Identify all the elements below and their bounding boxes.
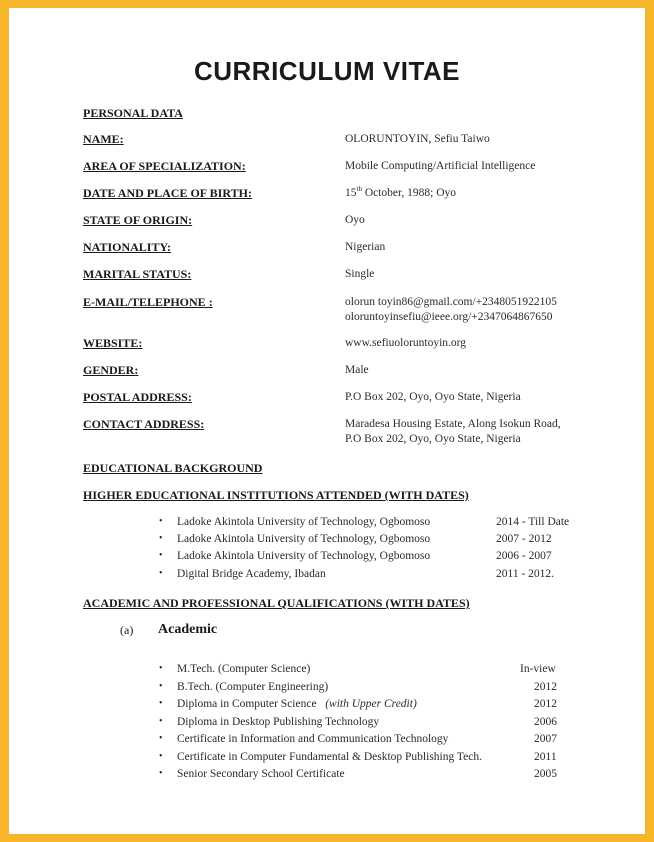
email-telephone-label: E-MAIL/TELEPHONE : (83, 295, 213, 309)
qualification-year: 2005 (534, 768, 557, 780)
academic-subheading: Academic (158, 622, 218, 637)
qualification-name: B.Tech. (Computer Engineering) (177, 681, 329, 693)
institution-dates: 2011 - 2012. (496, 568, 555, 580)
bullet-icon: • (159, 550, 163, 561)
list-item (159, 533, 579, 549)
marital-status-label: MARITAL STATUS: (83, 267, 192, 281)
list-item (159, 751, 561, 767)
bullet-icon: • (159, 663, 163, 674)
list-item (159, 516, 579, 532)
cv-page (9, 8, 645, 834)
institution-name: Ladoke Akintola University of Technology, Ogbomoso (177, 516, 431, 528)
bullet-icon: • (159, 681, 163, 692)
list-item (159, 681, 561, 697)
contact-address-value: Maradesa Housing Estate, Along Isokun Road, P.O Box 202, Oyo, Oyo State, Nigeria (345, 418, 561, 445)
state-of-origin-value: Oyo (345, 214, 365, 226)
postal-address-label: POSTAL ADDRESS: (83, 390, 192, 404)
qualification-name: Certificate in Information and Communication Technology (177, 733, 449, 745)
institutions-heading: HIGHER EDUCATIONAL INSTITUTIONS ATTENDED (WITH DATES) (83, 488, 469, 502)
personal-data-heading: PERSONAL DATA (83, 106, 183, 120)
qualification-year: 2012 (534, 681, 557, 693)
bullet-icon: • (159, 751, 163, 762)
nationality-label: NATIONALITY: (83, 240, 172, 254)
bullet-icon: • (159, 533, 163, 544)
bullet-icon: • (159, 716, 163, 727)
nationality-value: Nigerian (345, 241, 386, 253)
gender-value: Male (345, 364, 369, 376)
institution-name: Ladoke Akintola University of Technology, Ogbomoso (177, 550, 431, 562)
postal-address-value: P.O Box 202, Oyo, Oyo State, Nigeria (345, 391, 521, 403)
specialization-label: AREA OF SPECIALIZATION: (83, 159, 246, 173)
institution-dates: 2014 - Till Date (496, 516, 570, 528)
name-label: NAME: (83, 132, 124, 146)
bullet-icon: • (159, 568, 163, 579)
list-item (159, 663, 561, 679)
contact-address-label: CONTACT ADDRESS: (83, 417, 205, 431)
state-of-origin-label: STATE OF ORIGIN: (83, 213, 193, 227)
qualification-name: M.Tech. (Computer Science) (177, 663, 311, 675)
qualification-year: 2006 (534, 716, 557, 728)
website-value: www.sefiuoloruntoyin.org (345, 337, 467, 349)
website-label: WEBSITE: (83, 336, 143, 350)
list-item (159, 768, 561, 784)
list-item (159, 716, 561, 732)
qualification-year: 2012 (534, 698, 557, 710)
institution-dates: 2007 - 2012 (496, 533, 552, 545)
institution-name: Ladoke Akintola University of Technology, Ogbomoso (177, 533, 431, 545)
qualification-year: 2007 (534, 733, 557, 745)
list-item (159, 550, 579, 566)
list-item (159, 733, 561, 749)
bullet-icon: • (159, 768, 163, 779)
qualification-year: In-view (520, 663, 556, 675)
specialization-value: Mobile Computing/Artificial Intelligence (345, 160, 536, 172)
qualification-name: Senior Secondary School Certificate (177, 768, 345, 780)
institution-dates: 2006 - 2007 (496, 550, 552, 562)
academic-marker: (a) (120, 623, 134, 637)
name-value: OLORUNTOYIN, Sefiu Taiwo (345, 133, 490, 145)
institution-name: Digital Bridge Academy, Ibadan (177, 568, 326, 580)
birth-label: DATE AND PLACE OF BIRTH: (83, 186, 252, 200)
qualification-name: Diploma in Computer Science (with Upper Credit) (177, 698, 417, 710)
marital-status-value: Single (345, 268, 375, 280)
email-telephone-value: olorun toyin86@gmail.com/+2348051922105 oloruntoyinsefiu@ieee.org/+2347064867650 (345, 296, 557, 323)
educational-background-heading: EDUCATIONAL BACKGROUND (83, 461, 263, 475)
list-item (159, 698, 561, 714)
bullet-icon: • (159, 516, 163, 527)
qualification-name: Certificate in Computer Fundamental & Desktop Publishing Tech. (177, 751, 482, 763)
qualification-year: 2011 (534, 751, 557, 763)
birth-value: 15th October, 1988; Oyo (345, 185, 457, 199)
bullet-icon: • (159, 698, 163, 709)
document-title: CURRICULUM VITAE (193, 56, 461, 86)
gender-label: GENDER: (83, 363, 139, 377)
qualifications-heading: ACADEMIC AND PROFESSIONAL QUALIFICATIONS (WITH DATES) (83, 596, 470, 610)
list-item (159, 568, 579, 584)
qualification-name: Diploma in Desktop Publishing Technology (177, 716, 380, 728)
bullet-icon: • (159, 733, 163, 744)
